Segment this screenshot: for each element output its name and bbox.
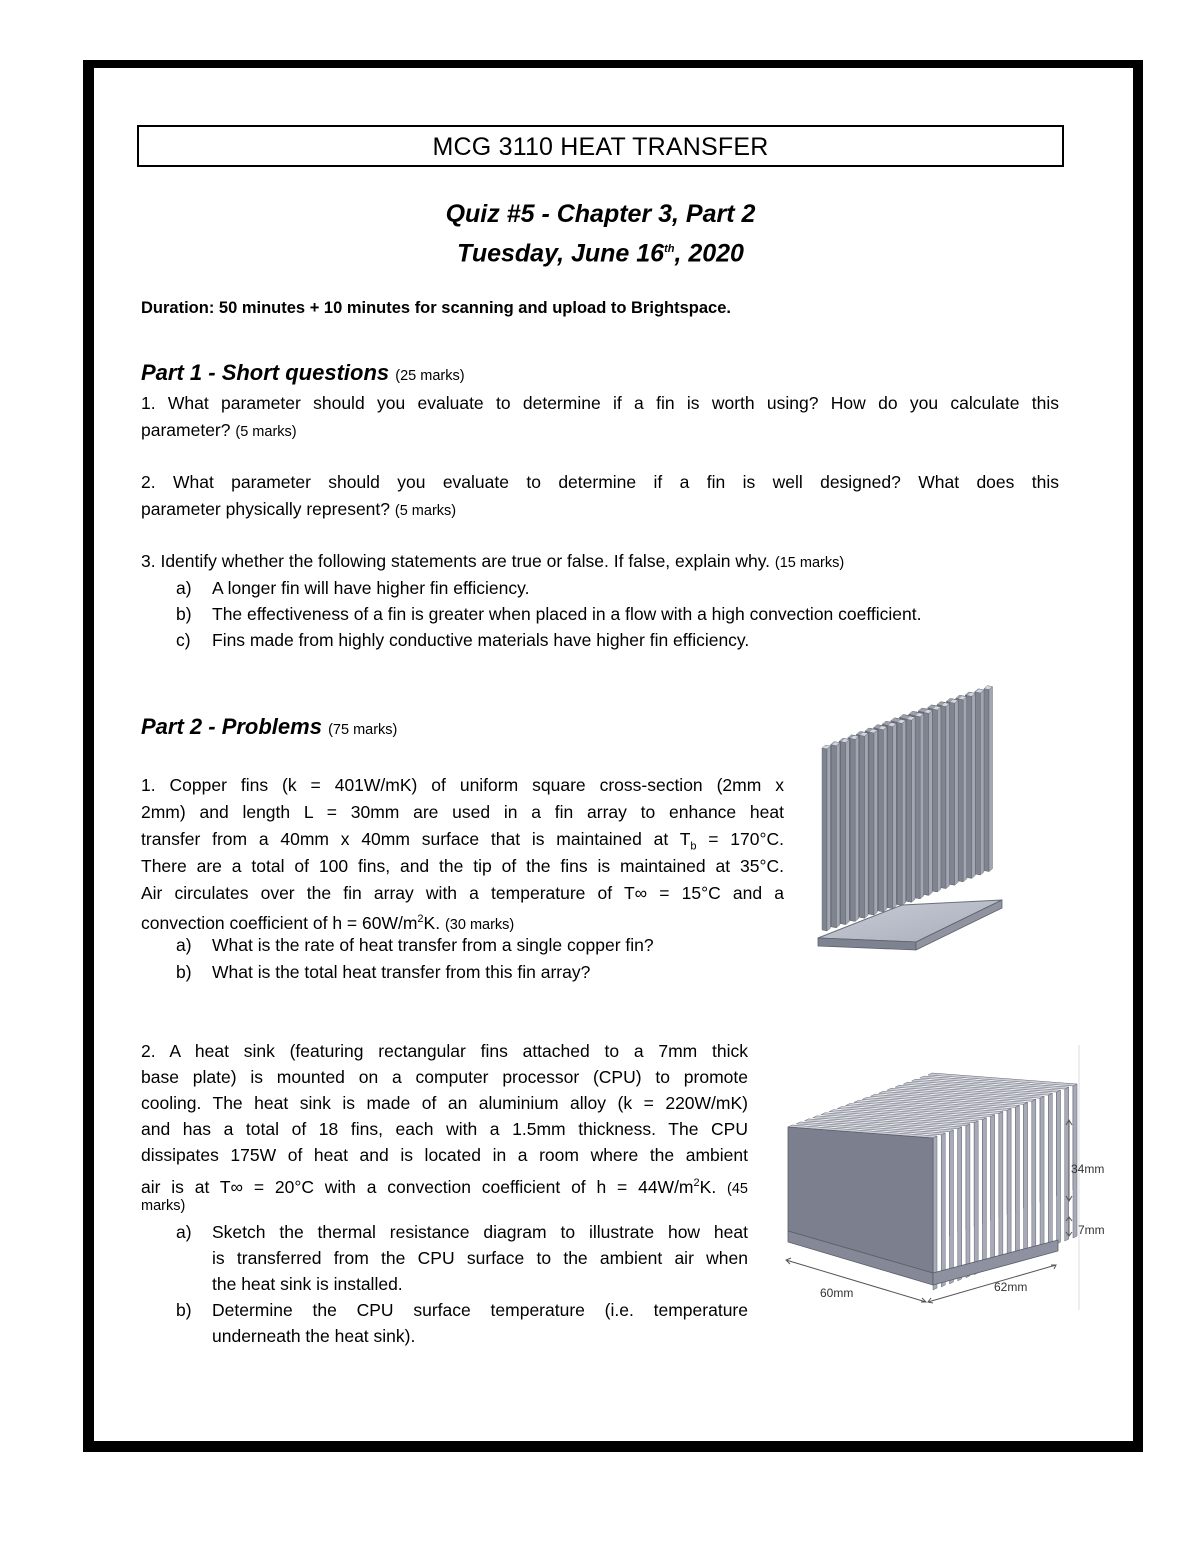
fin-side-edge [999,1112,1003,1266]
p2-q1-item-b [176,959,776,985]
pin-fin [950,702,955,885]
p1-q1-text: parameter? [141,420,231,440]
dimension-label-width: 60mm [820,1286,854,1300]
p2-q1-line1: 1. Copper fins (k = 401W/mK) of uniform square cross-section (2mm x [141,775,784,795]
p2-q1-line6a: convection coefficient of h = 60W/m [141,912,418,933]
p2-q2-a-line1: Sketch the thermal resistance diagram to illustrate how heat [212,1222,748,1242]
fin-side-edge [966,1124,970,1278]
pin-fin [932,709,937,892]
pin-fin-side [855,736,859,921]
p1-q1-marks: (5 marks) [235,424,297,440]
fin-side-edge [958,1127,962,1281]
part2-heading [141,712,397,745]
p2-q2-line6-sup: 2 [693,1177,700,1189]
p1-q1-line2 [141,417,297,445]
list-text: What is the total heat transfer from this fin array? [212,962,591,982]
fin-side-edge [982,1118,986,1272]
part1-marks: (25 marks) [395,368,465,384]
pin-fin [915,716,920,899]
quiz-title: Quiz #5 - Chapter 3, Part 2 [445,200,756,228]
pin-fin [822,748,827,931]
pin-fin [869,732,874,915]
pin-fin [907,719,912,902]
p2-q2-a-line3: the heat sink is installed. [212,1274,403,1294]
p1-q3-line1 [141,548,844,576]
pin-fin-side [865,733,869,918]
pin-fin-side [955,700,959,885]
pin-fin-side [929,710,933,895]
pin-fin-side [937,707,941,892]
p2-q1-line5: Air circulates over the fin array with a temperature of T∞ = 15°C and a [141,883,784,903]
list-label: a) [176,578,192,598]
fin-side-edge [949,1130,953,1284]
p1-q3-item-a [176,575,1056,601]
p1-q2-text: parameter physically represent? [141,499,391,519]
quiz-date-year: , 2020 [674,239,744,268]
pin-fin-side [893,724,897,909]
p2-q1-line6b: K. [423,912,441,933]
pin-fin-side [846,740,850,925]
list-text [212,1297,748,1349]
pin-fin-array-illustration [810,710,1010,995]
quiz-date [137,232,1064,270]
heat-sink-illustration [778,1045,1105,1313]
pin-fin [831,745,836,928]
duration-note: Duration: 50 minutes + 10 minutes for scanning and upload to Brightspace. [141,299,731,317]
p1-q2-line1: 2. What parameter should you evaluate to determine if a fin is well designed? What does this [141,472,1059,492]
pin-fin-side [902,720,906,905]
pin-fin [984,689,989,872]
pin-fin [878,729,883,912]
p2-q1-line4: There are a total of 100 fins, and the tip of the fins is maintained at 35°C. [141,856,784,876]
fin-side-edge [1024,1102,1028,1256]
list-label: c) [176,630,191,650]
quiz-date-sup: th [664,243,675,255]
p2-q1-line2: 2mm) and length L = 30mm are used in a fin array to enhance heat [141,802,784,822]
pin-fin [860,735,865,918]
dimension-label-depth: 62mm [994,1280,1028,1294]
fin-side-edge [1048,1093,1052,1247]
pin-fin [888,726,893,909]
list-label: a) [176,935,192,955]
p2-q2-marks-start: (45 [727,1180,748,1197]
part2-title: Part 2 - Problems [141,714,322,739]
p2-q2-marks-end: marks) [141,1198,186,1214]
pin-fin-side [989,687,993,872]
p2-q1-marks: (30 marks) [444,916,515,933]
pin-fin-side [836,743,840,928]
pin-fin [967,695,972,878]
fin-side-edge [1073,1084,1077,1238]
p2-q2-b-line1: Determine the CPU surface temperature (i.e. temperature [212,1300,748,1320]
p1-q2-marks: (5 marks) [394,503,457,519]
fin-side-edge [1057,1090,1061,1244]
pin-fin-side [827,746,831,931]
list-text: The effectiveness of a fin is greater when placed in a flow with a high convection coefficient. [212,604,922,624]
pin-fin-side [972,693,976,878]
p1-q3-item-c [176,627,1056,653]
fin-side-edge [941,1133,945,1287]
fin-side-edge [1040,1096,1044,1250]
p1-q3-marks: (15 marks) [774,555,845,571]
p1-q3-text: 3. Identify whether the following statements are true or false. If false, explain why. [141,551,771,571]
p2-q1-line3b: = 170°C. [696,829,784,849]
quiz-date-main: Tuesday, June 16 [457,239,665,268]
list-label: b) [176,604,192,624]
pin-fin-side [883,727,887,912]
list-text: Fins made from highly conductive materials have higher fin efficiency. [212,630,750,650]
part1-title: Part 1 - Short questions [141,360,390,385]
dimension-label-height: 34mm [1071,1162,1105,1176]
p2-q2-line4: and has a total of 18 fins, each with a 1.5mm thickness. The CPU [141,1119,748,1139]
pin-fin [850,738,855,921]
p2-q2-a-line2: is transferred from the CPU surface to the ambient air when [212,1248,748,1268]
pin-fin-side [980,690,984,875]
pin-fin-side [946,704,950,889]
dimension-label-base: 7mm [1078,1223,1105,1237]
list-text: What is the rate of heat transfer from a single copper fin? [212,935,654,955]
part1-heading [141,358,465,391]
fin-side-edge [974,1121,978,1275]
pin-fin [941,706,946,889]
p1-q3-item-b [176,601,1056,627]
pin-fin-side [912,717,916,902]
p2-q2-line3: cooling. The heat sink is made of an aluminium alloy (k = 220W/mK) [141,1093,748,1113]
p2-q2-item-b [176,1297,751,1349]
fin-side-edge [1007,1108,1011,1262]
p2-q2-line6b: K. [699,1176,717,1197]
course-title: MCG 3110 HEAT TRANSFER [137,125,1064,167]
p1-q2-line2 [141,496,456,524]
pin-fin [958,699,963,882]
fin-side-edge [1015,1105,1019,1259]
list-label: b) [176,962,192,982]
fin-side-edge [1032,1099,1036,1253]
p2-q1-line6-sup: 2 [417,913,424,925]
p2-q2-line6a: air is at T∞ = 20°C with a convection coefficient of h = 44W/m [141,1176,694,1197]
p2-q2-b-line2: underneath the heat sink). [212,1326,416,1346]
p2-q1-item-a [176,932,776,958]
part2-marks: (75 marks) [328,722,398,738]
p2-q2-line1: 2. A heat sink (featuring rectangular fins attached to a 7mm thick [141,1041,748,1061]
pin-fin [975,692,980,875]
pin-fin [924,712,929,895]
pin-fin [841,742,846,925]
p2-q2-line2: base plate) is mounted on a computer processor (CPU) to promote [141,1067,748,1087]
p1-q1-line1: 1. What parameter should you evaluate to determine if a fin is worth using? How do you calculate this [141,393,1059,413]
p2-q2-line5: dissipates 175W of heat and is located in a room where the ambient [141,1145,748,1165]
page-border-inner-line [91,60,94,1452]
pin-fin-side [874,730,878,915]
p2-q1-line3-sub: b [690,840,697,853]
pin-fin-side [963,697,967,882]
pin-fins [822,686,993,931]
fin-side-edge [991,1115,995,1269]
list-label: b) [176,1300,192,1320]
p2-q2-line6 [141,1170,748,1202]
fin-side-edge [933,1136,937,1290]
p2-q2-item-a [176,1219,751,1297]
list-text: A longer fin will have higher fin efficiency. [212,578,530,598]
pin-fin-side [920,714,924,899]
p2-q1-line3a: transfer from a 40mm x 40mm surface that is maintained at T [141,829,691,849]
list-text [212,1219,748,1297]
pin-fin [897,722,902,905]
list-label: a) [176,1222,192,1242]
